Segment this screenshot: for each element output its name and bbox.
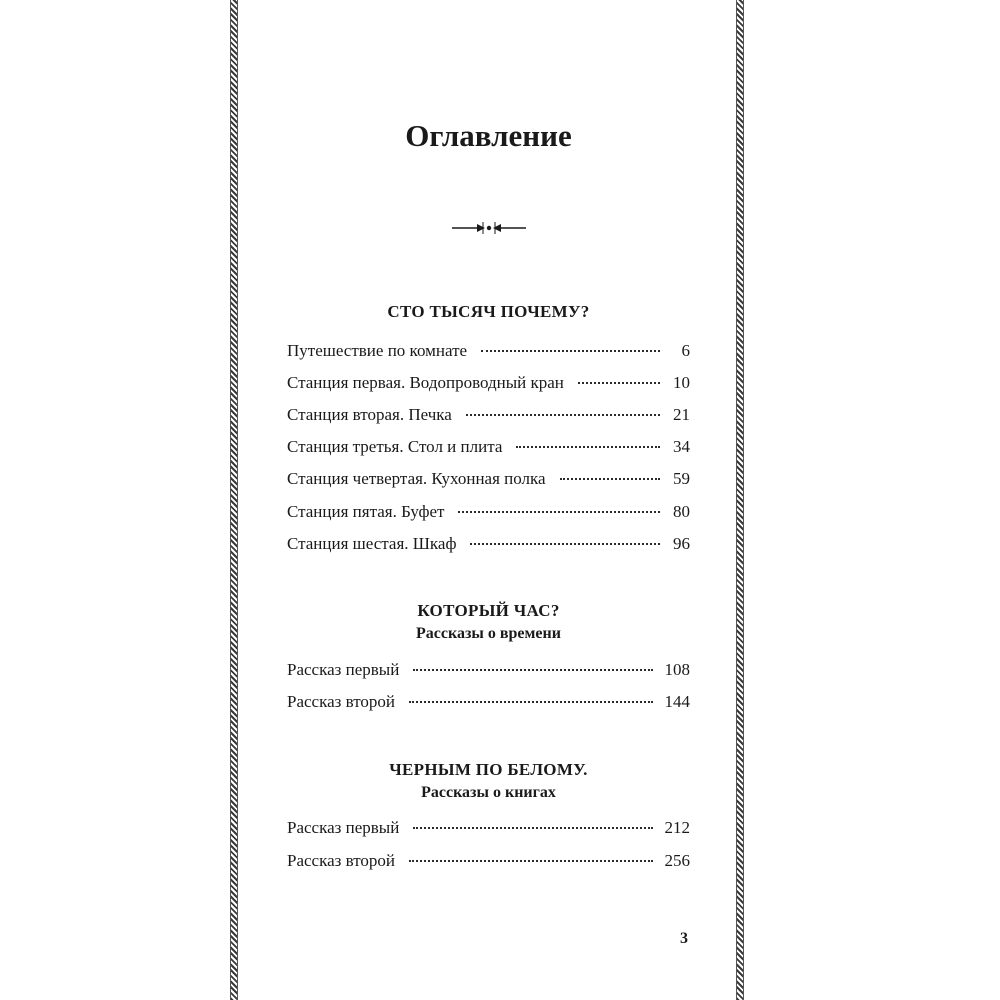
toc-entry[interactable] xyxy=(287,851,690,875)
right-decorative-border xyxy=(736,0,744,1000)
left-decorative-border xyxy=(230,0,238,1000)
dot-leader xyxy=(516,446,660,448)
toc-entry-page: 256 xyxy=(664,851,690,870)
toc-entry-page: 59 xyxy=(673,469,690,488)
toc-entry-page: 108 xyxy=(664,660,690,679)
toc-entry-page: 21 xyxy=(673,405,690,424)
toc-entry-page: 96 xyxy=(673,534,690,553)
toc-entry-page: 212 xyxy=(664,818,690,837)
dot-leader xyxy=(470,543,660,545)
toc-entry-label: Рассказ первый xyxy=(287,818,400,837)
toc-entry-label: Станция шестая. Шкаф xyxy=(287,534,457,553)
toc-entry[interactable] xyxy=(287,405,690,429)
toc-entry[interactable] xyxy=(287,341,690,365)
dot-leader xyxy=(466,414,660,416)
page-number: 3 xyxy=(680,930,688,947)
toc-entry-label: Станция четвертая. Кухонная полка xyxy=(287,469,546,488)
toc-entry-label: Станция вторая. Печка xyxy=(287,405,452,424)
toc-entry-label: Станция третья. Стол и плита xyxy=(287,437,503,456)
toc-entry[interactable] xyxy=(287,373,690,397)
toc-entry-page: 144 xyxy=(664,692,690,711)
section-title: СТО ТЫСЯЧ ПОЧЕМУ? xyxy=(387,302,590,321)
dot-leader xyxy=(413,669,652,671)
section-title: ЧЕРНЫМ ПО БЕЛОМУ. xyxy=(389,760,588,779)
dot-leader xyxy=(409,860,652,862)
toc-entry-label: Станция пятая. Буфет xyxy=(287,502,445,521)
toc-entry-label: Рассказ второй xyxy=(287,851,396,870)
toc-entry-label: Рассказ первый xyxy=(287,660,400,679)
toc-entry-label: Рассказ второй xyxy=(287,692,396,711)
fleuron-divider-icon xyxy=(452,219,526,237)
dot-leader xyxy=(560,478,660,480)
dot-leader xyxy=(578,382,660,384)
dot-leader xyxy=(413,827,652,829)
toc-entry[interactable] xyxy=(287,818,690,842)
dot-leader xyxy=(481,350,660,352)
toc-entry[interactable] xyxy=(287,502,690,526)
page-title: Оглавление xyxy=(405,118,572,153)
toc-entry-page: 6 xyxy=(681,341,690,360)
section-subtitle: Рассказы о времени xyxy=(416,625,561,642)
toc-entry[interactable] xyxy=(287,437,690,461)
toc-entry-page: 80 xyxy=(673,502,690,521)
section-subtitle: Рассказы о книгах xyxy=(421,784,556,801)
toc-entry-label: Станция первая. Водопроводный кран xyxy=(287,373,564,392)
toc-entry[interactable] xyxy=(287,469,690,493)
toc-entry[interactable] xyxy=(287,692,690,716)
toc-entry-label: Путешествие по комнате xyxy=(287,341,468,360)
toc-entry-page: 10 xyxy=(673,373,690,392)
toc-entry[interactable] xyxy=(287,534,690,558)
toc-entry[interactable] xyxy=(287,660,690,684)
dot-leader xyxy=(458,511,660,513)
toc-entry-page: 34 xyxy=(673,437,690,456)
dot-leader xyxy=(409,701,652,703)
section-title: КОТОРЫЙ ЧАС? xyxy=(417,601,560,620)
